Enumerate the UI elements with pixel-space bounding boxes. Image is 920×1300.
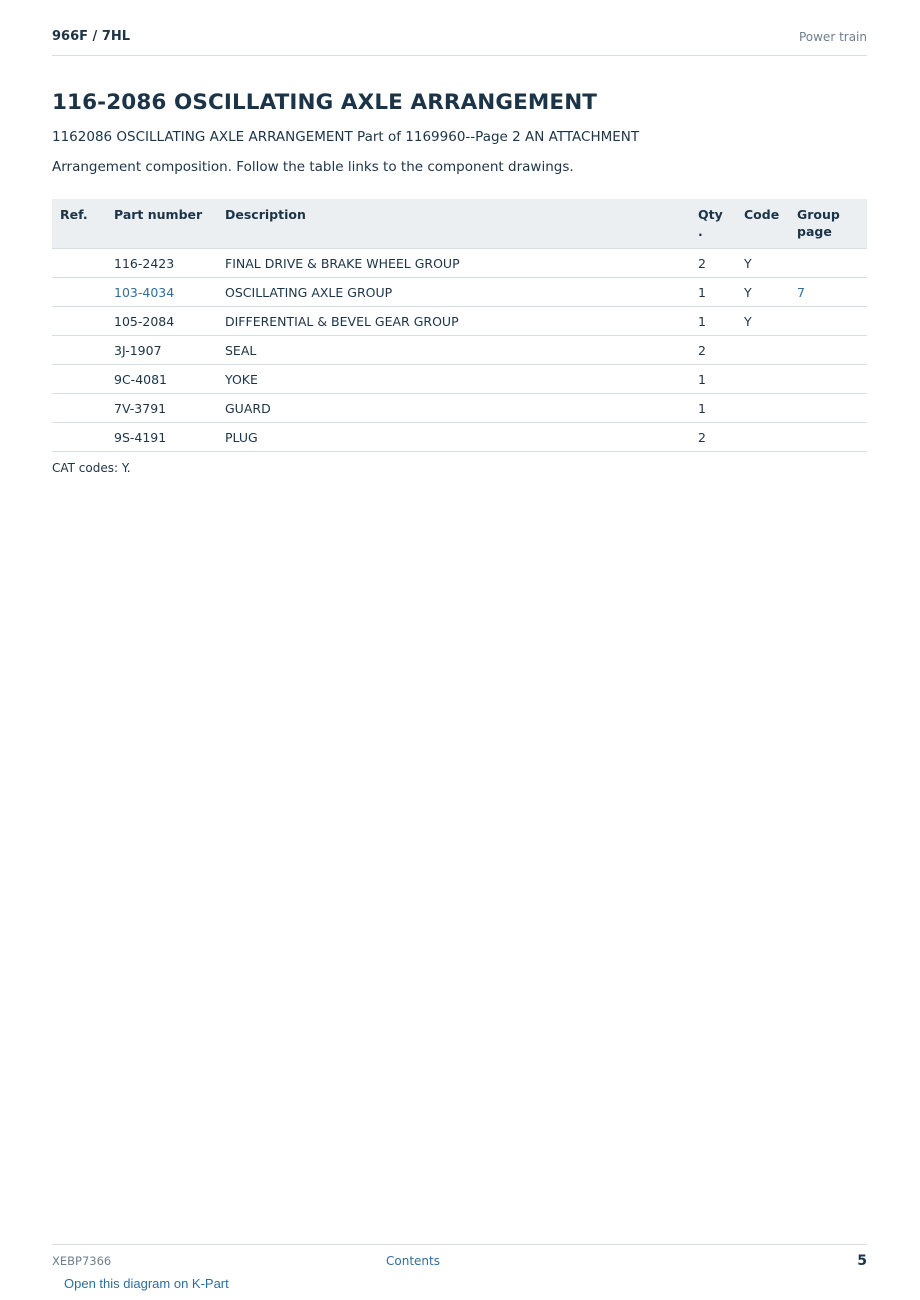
cell-group-page [789,423,867,452]
cell-code [736,423,789,452]
page-subtitle: 1162086 OSCILLATING AXLE ARRANGEMENT Part of 1169960--Page 2 AN ATTACHMENT [52,129,640,145]
header-ref: Ref. [52,199,106,249]
cell-part-number: 9S-4191 [106,423,217,452]
header-qty-line1: Qty [698,207,723,222]
part-number-link[interactable]: 103-4034 [114,284,175,300]
cell-qty: 1 [690,394,736,423]
document-id: XEBP7366 [52,1254,112,1268]
header-group-line1: Group [797,207,840,222]
cell-group-page [789,307,867,336]
cell-code: Y [736,249,789,278]
cell-description: PLUG [217,423,690,452]
cell-code: Y [736,307,789,336]
cell-qty: 1 [690,278,736,307]
header-group-page [789,199,867,249]
intro-text: Arrangement composition. Follow the table links to the component drawings. [52,159,574,175]
machine-model: 966F / 7HL [52,29,131,44]
table-header-row [52,199,867,249]
cell-qty: 1 [690,365,736,394]
cell-group-page [789,278,867,307]
cell-part-number: 9C-4081 [106,365,217,394]
cell-part-number: 7V-3791 [106,394,217,423]
cell-description: YOKE [217,365,690,394]
cell-ref [52,278,106,307]
cell-description: OSCILLATING AXLE GROUP [217,278,690,307]
cell-qty: 2 [690,249,736,278]
page-title: 116-2086 OSCILLATING AXLE ARRANGEMENT [52,90,598,115]
parts-table [52,199,867,452]
cat-codes-note: CAT codes: Y. [52,461,131,475]
cell-part-number [106,278,217,307]
page-header [52,28,867,56]
cell-code [736,336,789,365]
cell-code: Y [736,278,789,307]
table-row [52,249,867,278]
page-footer [52,1244,867,1274]
cell-group-page [789,249,867,278]
header-group-line2: page [797,224,832,239]
header-description: Description [217,199,690,249]
cell-qty: 1 [690,307,736,336]
cell-qty: 2 [690,336,736,365]
cell-description: SEAL [217,336,690,365]
cell-ref [52,394,106,423]
table-row [52,365,867,394]
table-row [52,278,867,307]
cell-group-page [789,365,867,394]
cell-qty: 2 [690,423,736,452]
table-row [52,336,867,365]
cell-ref [52,423,106,452]
page-number: 5 [857,1253,867,1269]
cell-group-page [789,336,867,365]
cell-description: DIFFERENTIAL & BEVEL GEAR GROUP [217,307,690,336]
group-page-link[interactable]: 7 [797,284,805,300]
cell-description: GUARD [217,394,690,423]
table-row [52,394,867,423]
header-qty-line2: . [698,224,703,239]
table-row [52,307,867,336]
contents-link[interactable]: Contents [386,1254,440,1268]
cell-ref [52,307,106,336]
cell-code [736,365,789,394]
kpart-link[interactable]: Open this diagram on K-Part [64,1276,229,1291]
cell-ref [52,249,106,278]
header-code: Code [736,199,789,249]
header-part-number: Part number [106,199,217,249]
cell-part-number: 116-2423 [106,249,217,278]
cell-description: FINAL DRIVE & BRAKE WHEEL GROUP [217,249,690,278]
cell-ref [52,365,106,394]
cell-part-number: 3J-1907 [106,336,217,365]
cell-code [736,394,789,423]
table-row [52,423,867,452]
cell-part-number: 105-2084 [106,307,217,336]
cell-group-page [789,394,867,423]
cell-ref [52,336,106,365]
section-name: Power train [798,30,867,44]
header-qty [690,199,736,249]
